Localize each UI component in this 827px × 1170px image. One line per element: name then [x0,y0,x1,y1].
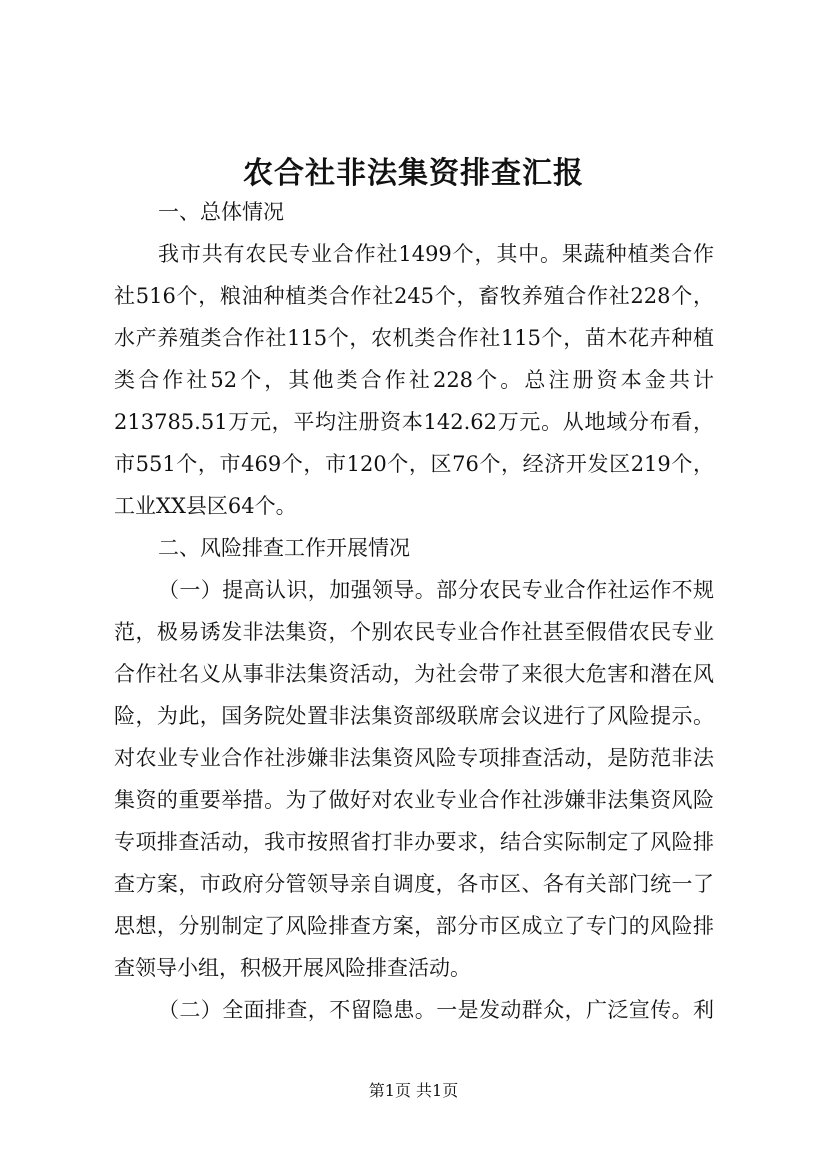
page-footer: 第1页 共1页 [368,1081,459,1100]
paragraph-line: 查领导小组，积极开展风险排查活动。 [114,956,471,980]
paragraph-line: 市551个，市469个，市120个，区76个，经济开发区219个， [114,452,714,476]
paragraph-line: 水产养殖类合作社115个，农机类合作社115个，苗木花卉种植 [114,326,714,350]
paragraph-line: 思想，分别制定了风险排查方案，部分市区成立了专门的风险排 [114,914,714,938]
paragraph-line: 类合作社52个，其他类合作社228个。总注册资本金共计 [114,368,714,392]
paragraph-line: 集资的重要举措。为了做好对农业专业合作社涉嫌非法集资风险 [114,788,714,812]
document-title: 农合社非法集资排查汇报 [243,156,584,191]
paragraph-line: 我市共有农民专业合作社1499个，其中。果蔬种植类合作 [158,242,714,266]
paragraph-line: 对农业专业合作社涉嫌非法集资风险专项排查活动，是防范非法 [114,746,714,770]
paragraph-line: 社516个，粮油种植类合作社245个，畜牧养殖合作社228个， [114,284,714,308]
paragraph-line: （二）全面排查，不留隐患。一是发动群众，广泛宣传。利 [158,998,714,1022]
section-heading-1: 一、总体情况 [158,200,284,224]
paragraph-line: 专项排查活动，我市按照省打非办要求，结合实际制定了风险排 [114,830,714,854]
paragraph-line: 范，极易诱发非法集资，个别农民专业合作社甚至假借农民专业 [114,620,714,644]
paragraph-line: 工业XX县区64个。 [114,494,297,518]
paragraph-line: 合作社名义从事非法集资活动，为社会带了来很大危害和潜在风 [114,662,714,686]
paragraph-line: 查方案，市政府分管领导亲自调度，各市区、各有关部门统一了 [114,872,714,896]
paragraph-line: 213785.51万元，平均注册资本142.62万元。从地域分布看， [114,410,714,434]
paragraph-line: （一）提高认识，加强领导。部分农民专业合作社运作不规 [158,578,714,602]
section-heading-2: 二、风险排查工作开展情况 [158,536,410,560]
paragraph-line: 险，为此，国务院处置非法集资部级联席会议进行了风险提示。 [114,704,714,728]
